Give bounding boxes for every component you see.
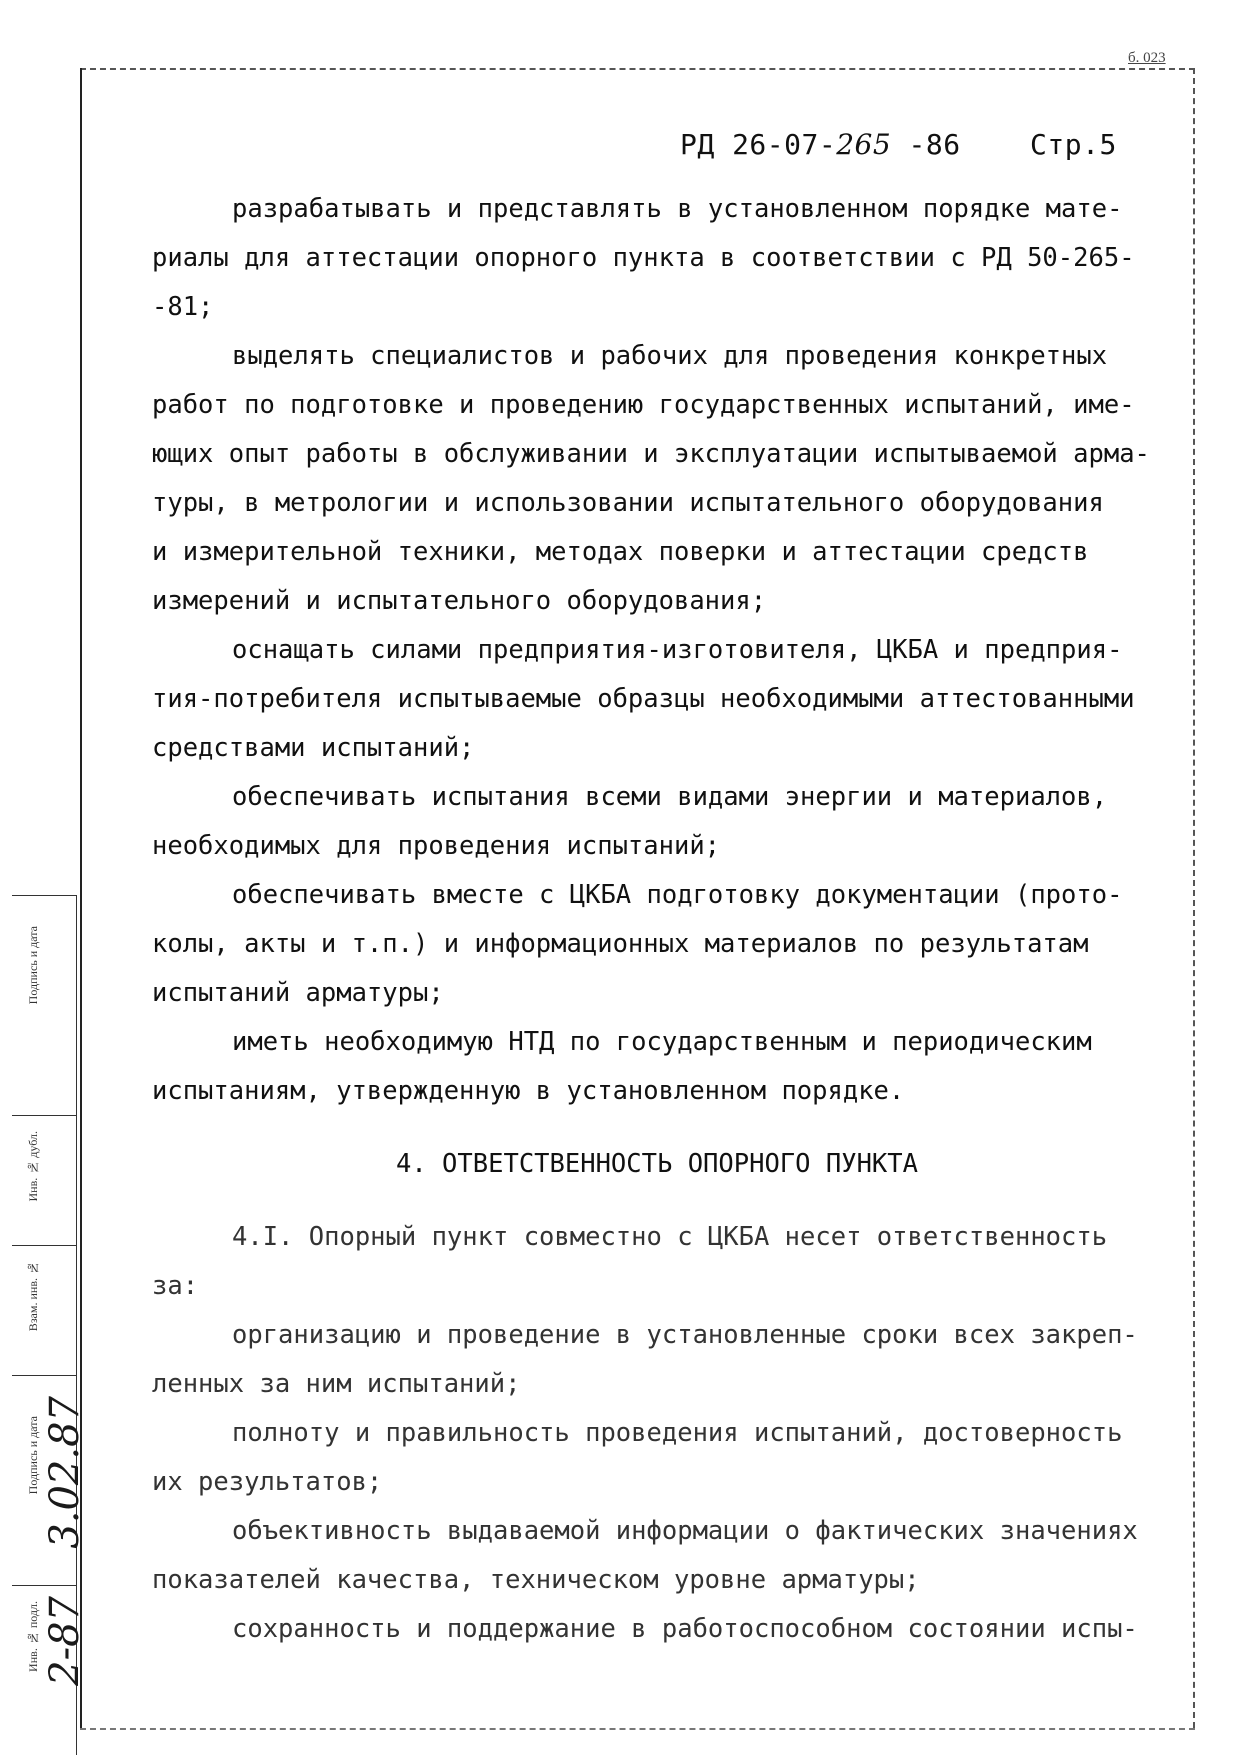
text-line: за: [152,1271,199,1301]
text-line: испытаниям, утвержденную в установленном порядке. [152,1076,905,1106]
frame-right-line [1193,68,1195,1728]
stamp-cell [12,1115,76,1246]
text-line: показателей качества, техническом уровне арматуры; [152,1565,920,1595]
text-line: выделять специалистов и рабочих для проведения конкретных [232,341,1108,371]
stamp-cell [12,1245,76,1376]
text-line: необходимых для проведения испытаний; [152,831,721,861]
text-line: риалы для аттестации опорного пункта в соответствии с РД 50-265- [152,243,1135,273]
text-line: обеспечивать вместе с ЦКБА подготовку документации (прото- [232,880,1123,910]
frame-top-line [80,68,1195,70]
text-line: -81; [152,292,214,322]
body-text [152,185,1162,1654]
handwritten-inventory-number: 2-87 [42,1596,88,1686]
text-line: туры, в метрологии и использовании испытательного оборудования [152,488,1104,518]
text-line: сохранность и поддержание в работоспособном состоянии испы- [232,1614,1138,1644]
text-line: средствами испытаний; [152,733,475,763]
text-line: их результатов; [152,1467,383,1497]
text-line: обеспечивать испытания всеми видами энергии и материалов, [232,782,1108,812]
text-line: ленных за ним испытаний; [152,1369,521,1399]
text-line: полноту и правильность проведения испытаний, достоверность [232,1418,1123,1448]
stamp-cell [12,895,76,1116]
stamp-label: Подпись и дата [26,926,40,1005]
stamp-label: Инв. № дубл. [26,1131,40,1202]
text-line: измерений и испытательного оборудования; [152,586,767,616]
text-line: разрабатывать и представлять в установленном порядке мате- [232,194,1123,224]
text-line: оснащать силами предприятия-изготовителя, ЦКБА и предприя- [232,635,1123,665]
text-line: объективность выдаваемой информации о фактических значениях [232,1516,1138,1546]
stamp-label: Подпись и дата [26,1416,40,1495]
text-line: работ по подготовке и проведению государственных испытаний, име- [152,390,1135,420]
stamp-cell [12,1585,88,1756]
doc-code-suffix: -86 [891,128,961,161]
text-line: тия-потребителя испытываемые образцы необходимыми аттестованными [152,684,1135,714]
page-header [680,128,1117,161]
text-line: испытаний арматуры; [152,978,444,1008]
text-line: колы, акты и т.п.) и информационных материалов по результатам [152,929,1089,959]
corner-mark: б. 023 [1128,50,1166,66]
frame-bottom-line [80,1728,1195,1730]
text-line: организацию и проведение в установленные сроки всех закреп- [232,1320,1138,1350]
doc-code-number: 265 [836,128,892,161]
stamp-label: Взам. инв. № [26,1261,40,1332]
text-line: ющих опыт работы в обслуживании и эксплуатации испытываемой арма- [152,439,1150,469]
stamp-column [12,895,88,1755]
text-line: 4.I. Опорный пункт совместно с ЦКБА несет ответственность [232,1222,1108,1252]
text-line: и измерительной техники, методах поверки и аттестации средств [152,537,1089,567]
text-line: иметь необходимую НТД по государственным и периодическим [232,1027,1092,1057]
page-number: Стр.5 [1030,128,1117,161]
doc-code-prefix: РД 26-07- [680,128,837,161]
section-heading: 4. ОТВЕТСТВЕННОСТЬ ОПОРНОГО ПУНКТА [396,1149,918,1179]
stamp-cell [12,1375,88,1586]
stamp-label: Инв. № подл. [26,1601,40,1672]
handwritten-date: 3.02.87 [42,1396,88,1549]
